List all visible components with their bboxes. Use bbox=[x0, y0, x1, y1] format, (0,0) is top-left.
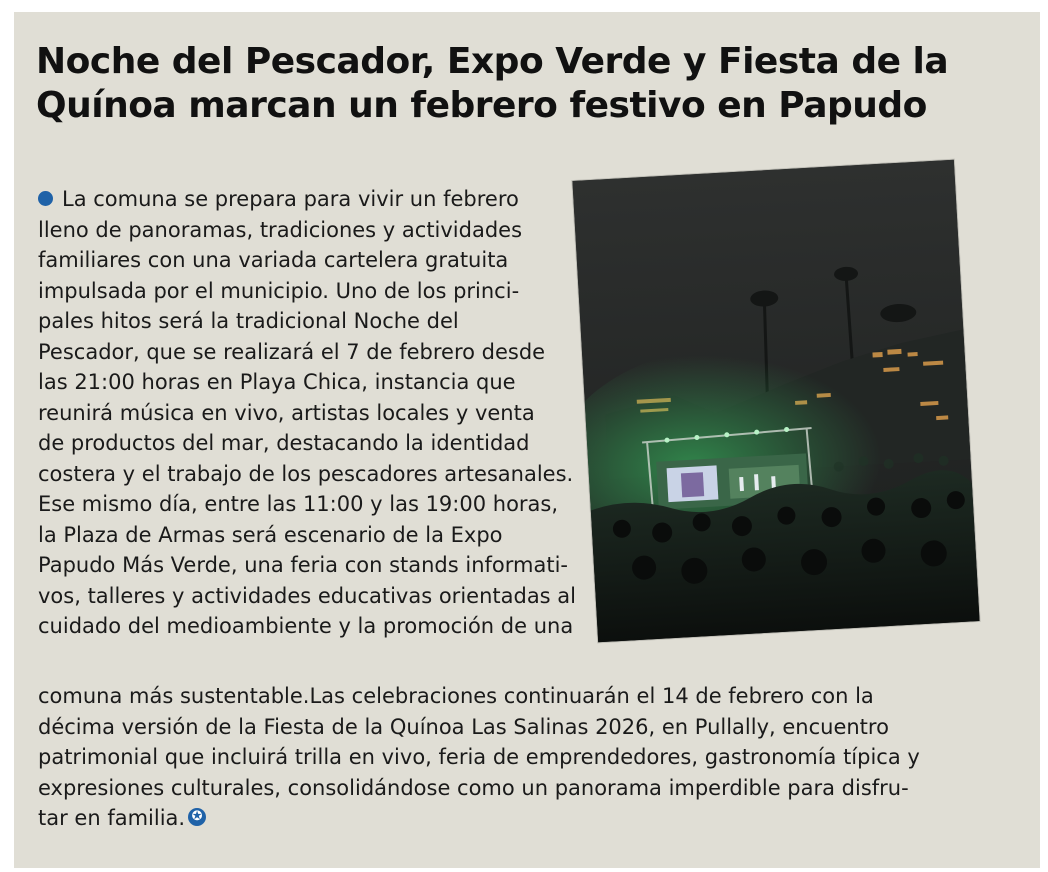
body-line: décima versión de la Fiesta de la Quínoa Las Salinas 2026, en Pullally, encuentro bbox=[38, 714, 889, 739]
body-line-last bbox=[38, 803, 1028, 834]
body-line bbox=[38, 184, 598, 215]
body-line: patrimonial que incluirá trilla en vivo, feria de emprendedores, gastronomía típica y bbox=[38, 745, 920, 769]
bullet-dot-icon bbox=[38, 191, 53, 206]
body-line: familiares con una variada cartelera gratuita bbox=[38, 248, 509, 272]
body-line-text: tar en familia. bbox=[38, 806, 186, 830]
body-line: Papudo Más Verde, una feria con stands informati- bbox=[38, 553, 568, 577]
star-end-icon: ✪ bbox=[188, 808, 206, 826]
body-line: las 21:00 horas en Playa Chica, instancia que bbox=[38, 370, 516, 394]
body-line: costera y el trabajo de los pescadores artesanales. bbox=[38, 461, 574, 486]
body-line: reunirá música en vivo, artistas locales y venta bbox=[38, 400, 535, 425]
body-line: Ese mismo día, entre las 11:00 y las 19:00 horas, bbox=[38, 492, 559, 516]
body-line: la Plaza de Armas será escenario de la Expo bbox=[38, 522, 503, 547]
body-line: vos, talleres y actividades educativas orientadas al bbox=[38, 583, 577, 608]
headline-line-1: Noche del Pescador, Expo Verde y Fiesta de la bbox=[36, 41, 949, 82]
body-line: de productos del mar, destacando la identidad bbox=[38, 431, 530, 455]
body-line-text: La comuna se prepara para vivir un febrero bbox=[62, 187, 519, 211]
article-body-narrow bbox=[38, 184, 598, 642]
concert-photo bbox=[572, 160, 979, 643]
body-line: expresiones culturales, consolidándose como un panorama imperdible para disfru- bbox=[38, 775, 909, 800]
body-line: pales hitos será la tradicional Noche del bbox=[38, 309, 459, 333]
body-line: cuidado del medioambiente y la promoción de una bbox=[38, 614, 574, 638]
body-line: Pescador, que se realizará el 7 de febrero desde bbox=[38, 339, 546, 364]
headline-line-2: Quínoa marcan un febrero festivo en Papudo bbox=[36, 85, 927, 126]
body-line: comuna más sustentable.Las celebraciones continuarán el 14 de febrero con la bbox=[38, 684, 874, 708]
article-body-full bbox=[38, 681, 1028, 834]
article-headline bbox=[36, 40, 996, 128]
concert-photo-illustration bbox=[572, 160, 979, 643]
body-line: lleno de panoramas, tradiciones y actividades bbox=[38, 217, 523, 242]
body-line: impulsada por el municipio. Uno de los princi- bbox=[38, 278, 520, 303]
